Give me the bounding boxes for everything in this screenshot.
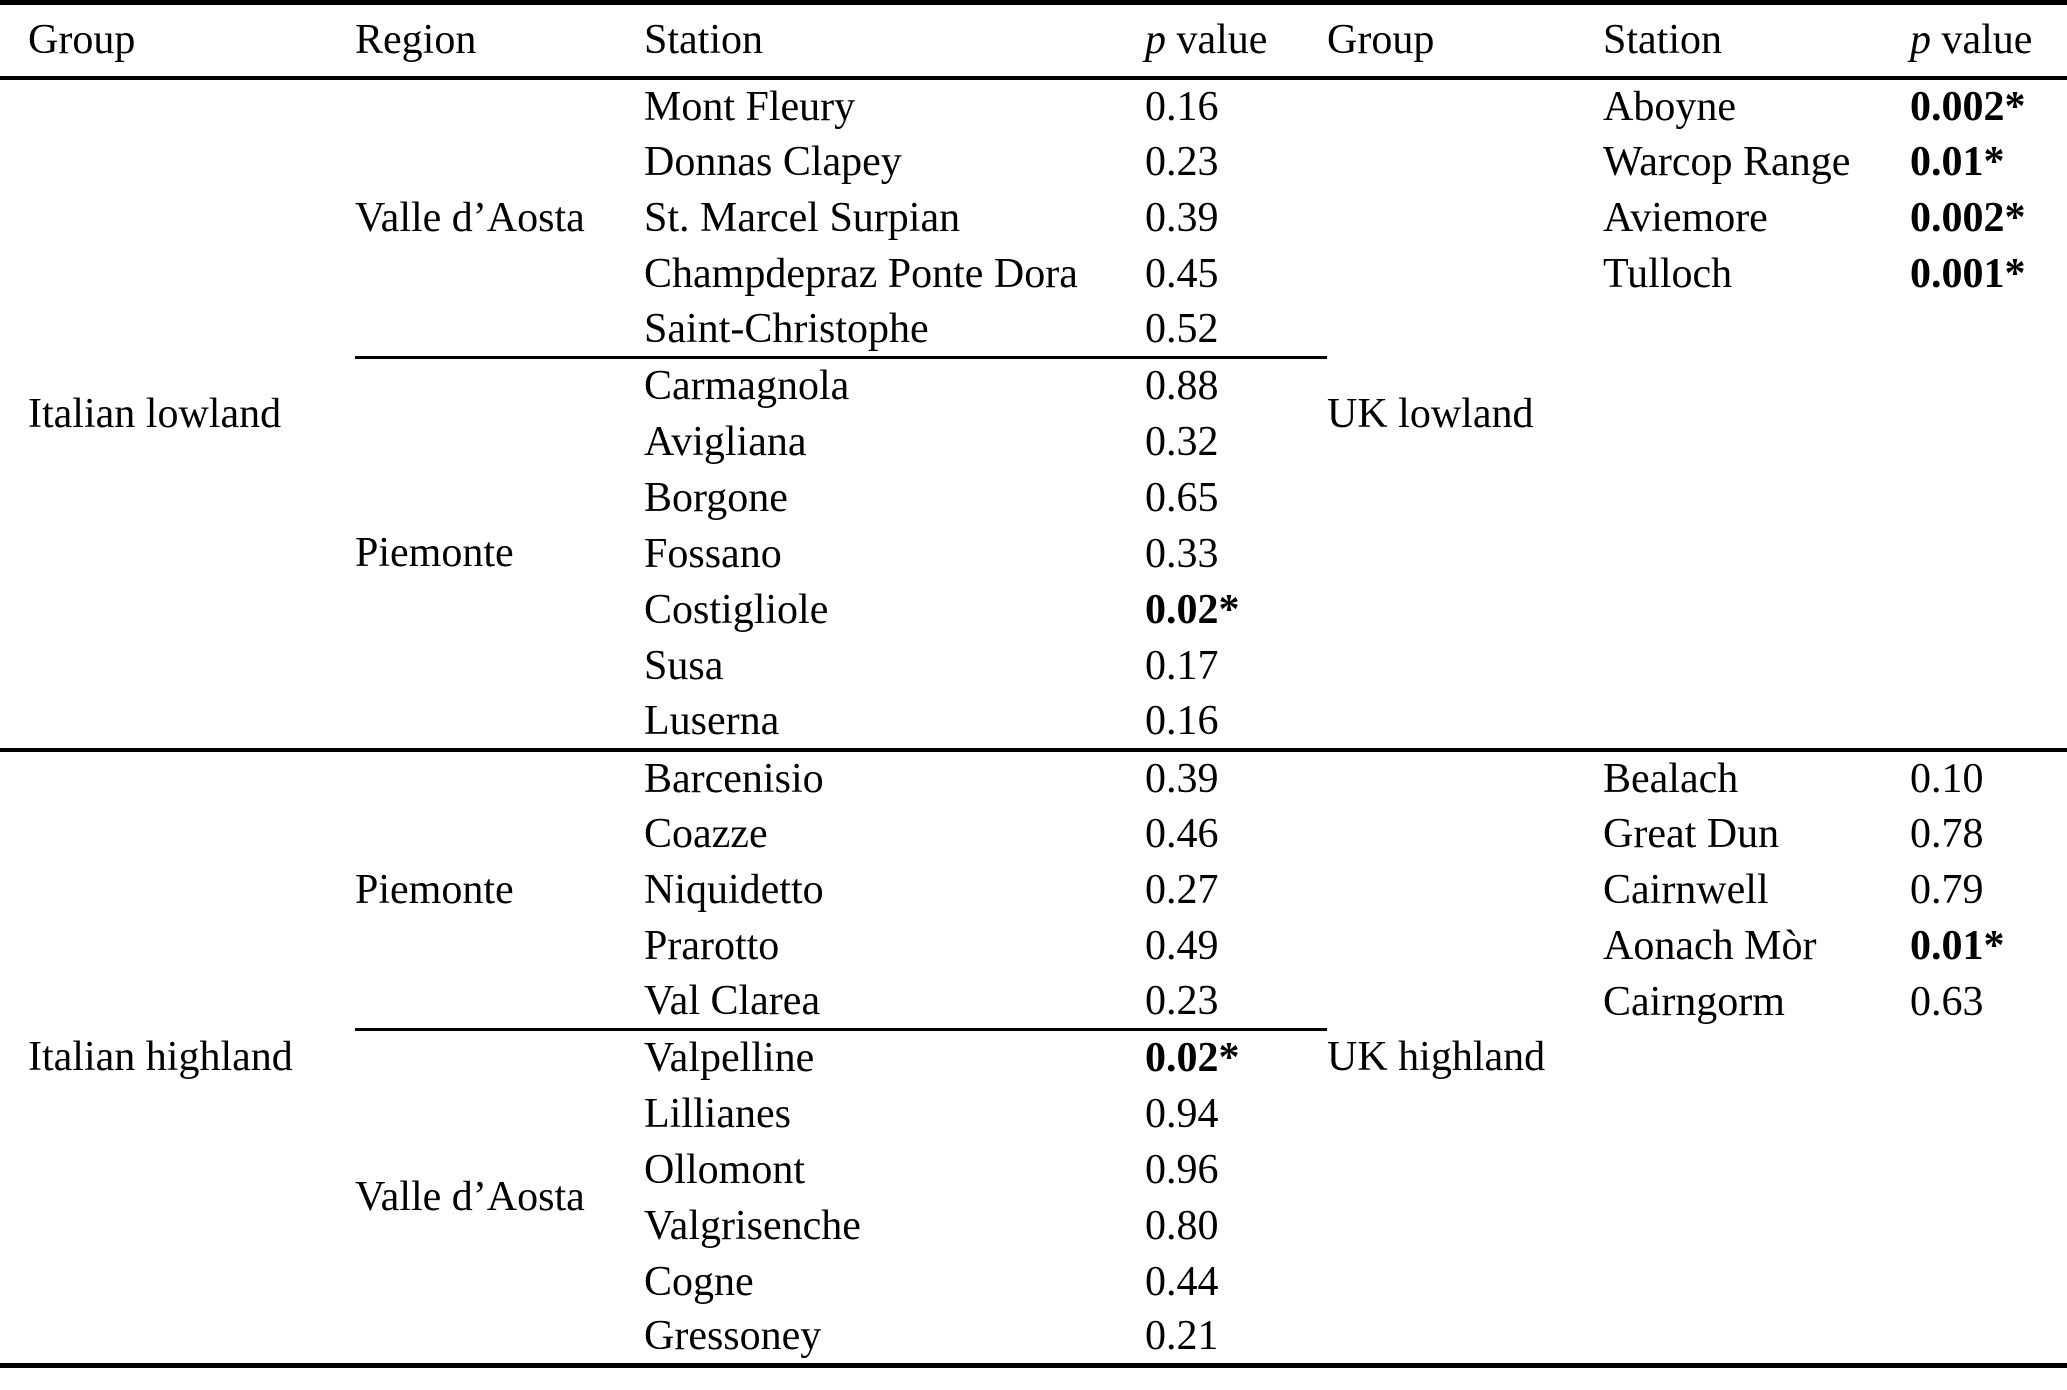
empty-cell (1603, 1142, 1910, 1198)
station-cell: Costigliole (644, 586, 829, 633)
station-cell: Valgrisenche (644, 1202, 861, 1249)
empty-cell (1603, 302, 1910, 358)
p-value-cell: 0.94 (1145, 1090, 1219, 1137)
p-value-cell: 0.10 (1910, 750, 2067, 806)
empty-cell (1603, 1030, 1910, 1086)
empty-cell (1603, 470, 1910, 526)
station-cell: Warcop Range (1603, 138, 1851, 185)
station-cell: Aboyne (1603, 83, 1736, 130)
station-cell: Great Dun (1603, 810, 1780, 857)
p-value-cell: 0.01* (1910, 138, 2005, 185)
p-value-cell: 0.27 (1145, 866, 1219, 913)
empty-cell (1910, 470, 2067, 526)
station-cell: Susa (644, 642, 724, 689)
station-cell: Aonach Mòr (1603, 922, 1817, 969)
header-row (0, 3, 2067, 78)
station-cell: Luserna (644, 697, 780, 744)
p-symbol: p (1910, 17, 1931, 64)
p-value-cell: 0.17 (1145, 642, 1219, 689)
p-value-cell: 0.80 (1145, 1202, 1219, 1249)
col-header-pvalue-right (1910, 3, 2067, 78)
station-cell: Fossano (644, 530, 782, 577)
empty-cell (1910, 1030, 2067, 1086)
p-value-cell: 0.88 (1145, 363, 1219, 410)
station-cell: Avigliana (644, 418, 807, 465)
station-cell: Saint-Christophe (644, 302, 1145, 358)
empty-cell (1910, 1086, 2067, 1142)
region-cell-valle-daosta-lowland: Valle d’Aosta (355, 78, 644, 358)
col-header-pvalue-left (1145, 3, 1327, 78)
p-value-cell: 0.79 (1910, 866, 1984, 913)
p-value-cell: 0.46 (1145, 810, 1219, 857)
station-cell: Cairnwell (1603, 866, 1769, 913)
value-word: value (1941, 17, 2033, 64)
col-header-group-right: Group (1327, 3, 1603, 78)
empty-cell (1910, 358, 2067, 414)
station-cell: Barcenisio (644, 750, 1145, 806)
station-cell: Cogne (644, 1258, 754, 1305)
col-header-station-right: Station (1603, 3, 1910, 78)
p-value-cell: 0.23 (1145, 974, 1327, 1030)
empty-cell (1910, 582, 2067, 638)
empty-cell (1910, 638, 2067, 694)
empty-cell (1603, 1198, 1910, 1254)
p-value-cell: 0.39 (1145, 194, 1219, 241)
group-cell-italian-highland: Italian highland (0, 750, 355, 1366)
station-cell: Gressoney (644, 1313, 822, 1360)
station-cell: St. Marcel Surpian (644, 194, 961, 241)
p-value-cell: 0.002* (1910, 83, 2026, 130)
station-cell: Aviemore (1603, 194, 1768, 241)
station-cell: Donnas Clapey (644, 138, 902, 185)
empty-cell (1603, 638, 1910, 694)
station-cell: Tulloch (1603, 250, 1733, 297)
empty-cell (1910, 414, 2067, 470)
p-value-cell: 0.21 (1145, 1313, 1219, 1360)
station-cell: Mont Fleury (644, 83, 856, 130)
p-value-cell: 0.33 (1145, 530, 1219, 577)
empty-cell (1910, 302, 2067, 358)
station-cell: Cairngorm (1603, 978, 1785, 1025)
col-header-station-left: Station (644, 3, 1145, 78)
p-value-cell: 0.52 (1145, 302, 1327, 358)
empty-cell (1603, 1086, 1910, 1142)
empty-cell (1910, 1142, 2067, 1198)
station-cell: Champdepraz Ponte Dora (644, 250, 1078, 297)
p-value-cell: 0.44 (1145, 1258, 1219, 1305)
region-cell-piemonte-highland: Piemonte (355, 750, 644, 1030)
col-header-region: Region (355, 3, 644, 78)
station-cell: Ollomont (644, 1146, 806, 1193)
empty-cell (1603, 526, 1910, 582)
region-cell-piemonte-lowland: Piemonte (355, 530, 514, 577)
empty-cell (1910, 694, 2067, 750)
p-value-cell: 0.32 (1145, 418, 1219, 465)
station-cell: Prarotto (644, 922, 780, 969)
station-cell: Val Clarea (644, 974, 1145, 1030)
station-cell: Borgone (644, 474, 788, 521)
station-cell: Niquidetto (644, 866, 824, 913)
station-cell: Coazze (644, 810, 768, 857)
p-value-cell: 0.001* (1910, 250, 2026, 297)
station-cell: Bealach (1603, 750, 1910, 806)
table-row (0, 750, 2067, 806)
p-value-cell: 0.002* (1910, 194, 2026, 241)
empty-cell (1910, 1310, 2067, 1366)
p-value-cell: 0.45 (1145, 250, 1219, 297)
empty-cell (1603, 414, 1910, 470)
empty-cell (1910, 1198, 2067, 1254)
station-cell: Lillianes (644, 1090, 791, 1137)
p-value-cell: 0.23 (1145, 138, 1219, 185)
col-header-group-left: Group (0, 3, 355, 78)
empty-cell (1910, 1254, 2067, 1310)
p-value-cell: 0.65 (1145, 474, 1219, 521)
p-value-cell: 0.96 (1145, 1146, 1219, 1193)
station-cell: Carmagnola (644, 363, 850, 410)
p-value-cell: 0.02* (1145, 586, 1240, 633)
empty-cell (1603, 1310, 1910, 1366)
p-value-cell: 0.78 (1910, 810, 1984, 857)
p-value-cell: 0.01* (1910, 922, 2005, 969)
group-cell-uk-highland: UK highland (1327, 750, 1603, 1366)
station-cell: Valpelline (644, 1035, 815, 1082)
region-cell-valle-daosta-highland: Valle d’Aosta (355, 1174, 585, 1220)
p-value-cell: 0.02* (1145, 1035, 1240, 1082)
empty-cell (1603, 1254, 1910, 1310)
p-symbol: p (1145, 17, 1166, 64)
empty-cell (1603, 358, 1910, 414)
value-word: value (1176, 17, 1268, 64)
table-row (0, 78, 2067, 134)
p-value-cell: 0.39 (1145, 750, 1327, 806)
p-value-cell: 0.16 (1145, 697, 1219, 744)
empty-cell (1603, 694, 1910, 750)
p-value-cell: 0.63 (1910, 978, 1984, 1025)
p-value-cell: 0.16 (1145, 83, 1219, 130)
group-cell-italian-lowland: Italian lowland (28, 390, 282, 437)
p-value-cell: 0.49 (1145, 922, 1219, 969)
empty-cell (1910, 526, 2067, 582)
group-cell-uk-lowland: UK lowland (1327, 390, 1534, 437)
empty-cell (1603, 582, 1910, 638)
